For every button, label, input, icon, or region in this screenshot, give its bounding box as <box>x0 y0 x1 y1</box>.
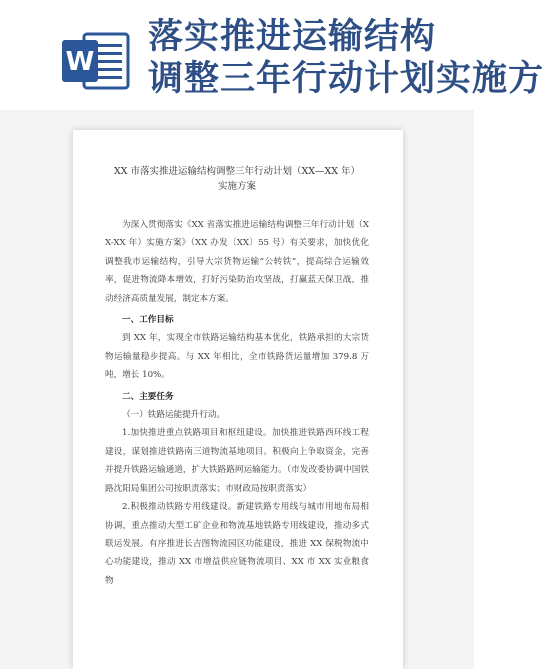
banner-title-line-1: 落实推进运输结构 <box>148 17 437 57</box>
document-title <box>105 164 369 194</box>
section-1-paragraph: 到 XX 年，实现全市铁路运输结构基本优化，铁路承担的大宗货物运输量稳步提高。与 XX 年相比，全市铁路货运量增加 379.8 万吨，增长 10%。 <box>105 333 369 381</box>
banner-title-line-2: 调整三年行动计划实施方 <box>148 59 544 99</box>
document-title-line-2: 实施方案 <box>217 181 256 192</box>
document-title-line-1: XX 市落实推进运输结构调整三年行动计划（XX—XX 年） <box>113 166 361 177</box>
section-2-heading: 二、主要任务 <box>122 391 174 402</box>
document-content <box>105 164 369 590</box>
document-page <box>73 130 403 669</box>
word-document-icon <box>62 30 130 92</box>
title-banner <box>0 0 544 110</box>
intro-paragraph: 为深入贯彻落实《XX 省落实推进运输结构调整三年行动计划（XX-XX 年）实施方案》（XX 办发〔XX〕55 号）有关要求，加快优化调整我市运输结构，引导大宗货物运输“公转铁”，提高综合运输效率，促进物流降本增效，打好污染防治攻坚战，打赢蓝天保卫战，推动经济高质量发展，制定本方案。 <box>105 220 369 304</box>
item-1-paragraph: 1.加快推进重点铁路项目和枢纽建设。加快推进铁路西环线工程建设，谋划推进铁路南三道物流基地项目。积极向上争取资金，完善并提升铁路运输通道，扩大铁路路网运输能力。（市发改委协调中国铁路沈阳局集团公司按职责落实；市财政局按职责落实） <box>105 428 369 494</box>
section-1-heading: 一、工作目标 <box>122 315 174 326</box>
svg-text:W: W <box>65 47 95 77</box>
item-2-paragraph: 2.积极推动铁路专用线建设。新建铁路专用线与城市用地布局相协调，重点推动大型工矿企业和物流基地铁路专用线建设，推动多式联运发展。有序推进长吉图物流园区功能建设，推进 XX 保税物流中心功能建设，推动 XX 市增益供应链物流项目、XX 市 XX 实业粮食物 <box>105 502 369 586</box>
subsection-1-heading: （一）铁路运能提升行动。 <box>122 410 226 421</box>
banner-title <box>148 16 544 100</box>
